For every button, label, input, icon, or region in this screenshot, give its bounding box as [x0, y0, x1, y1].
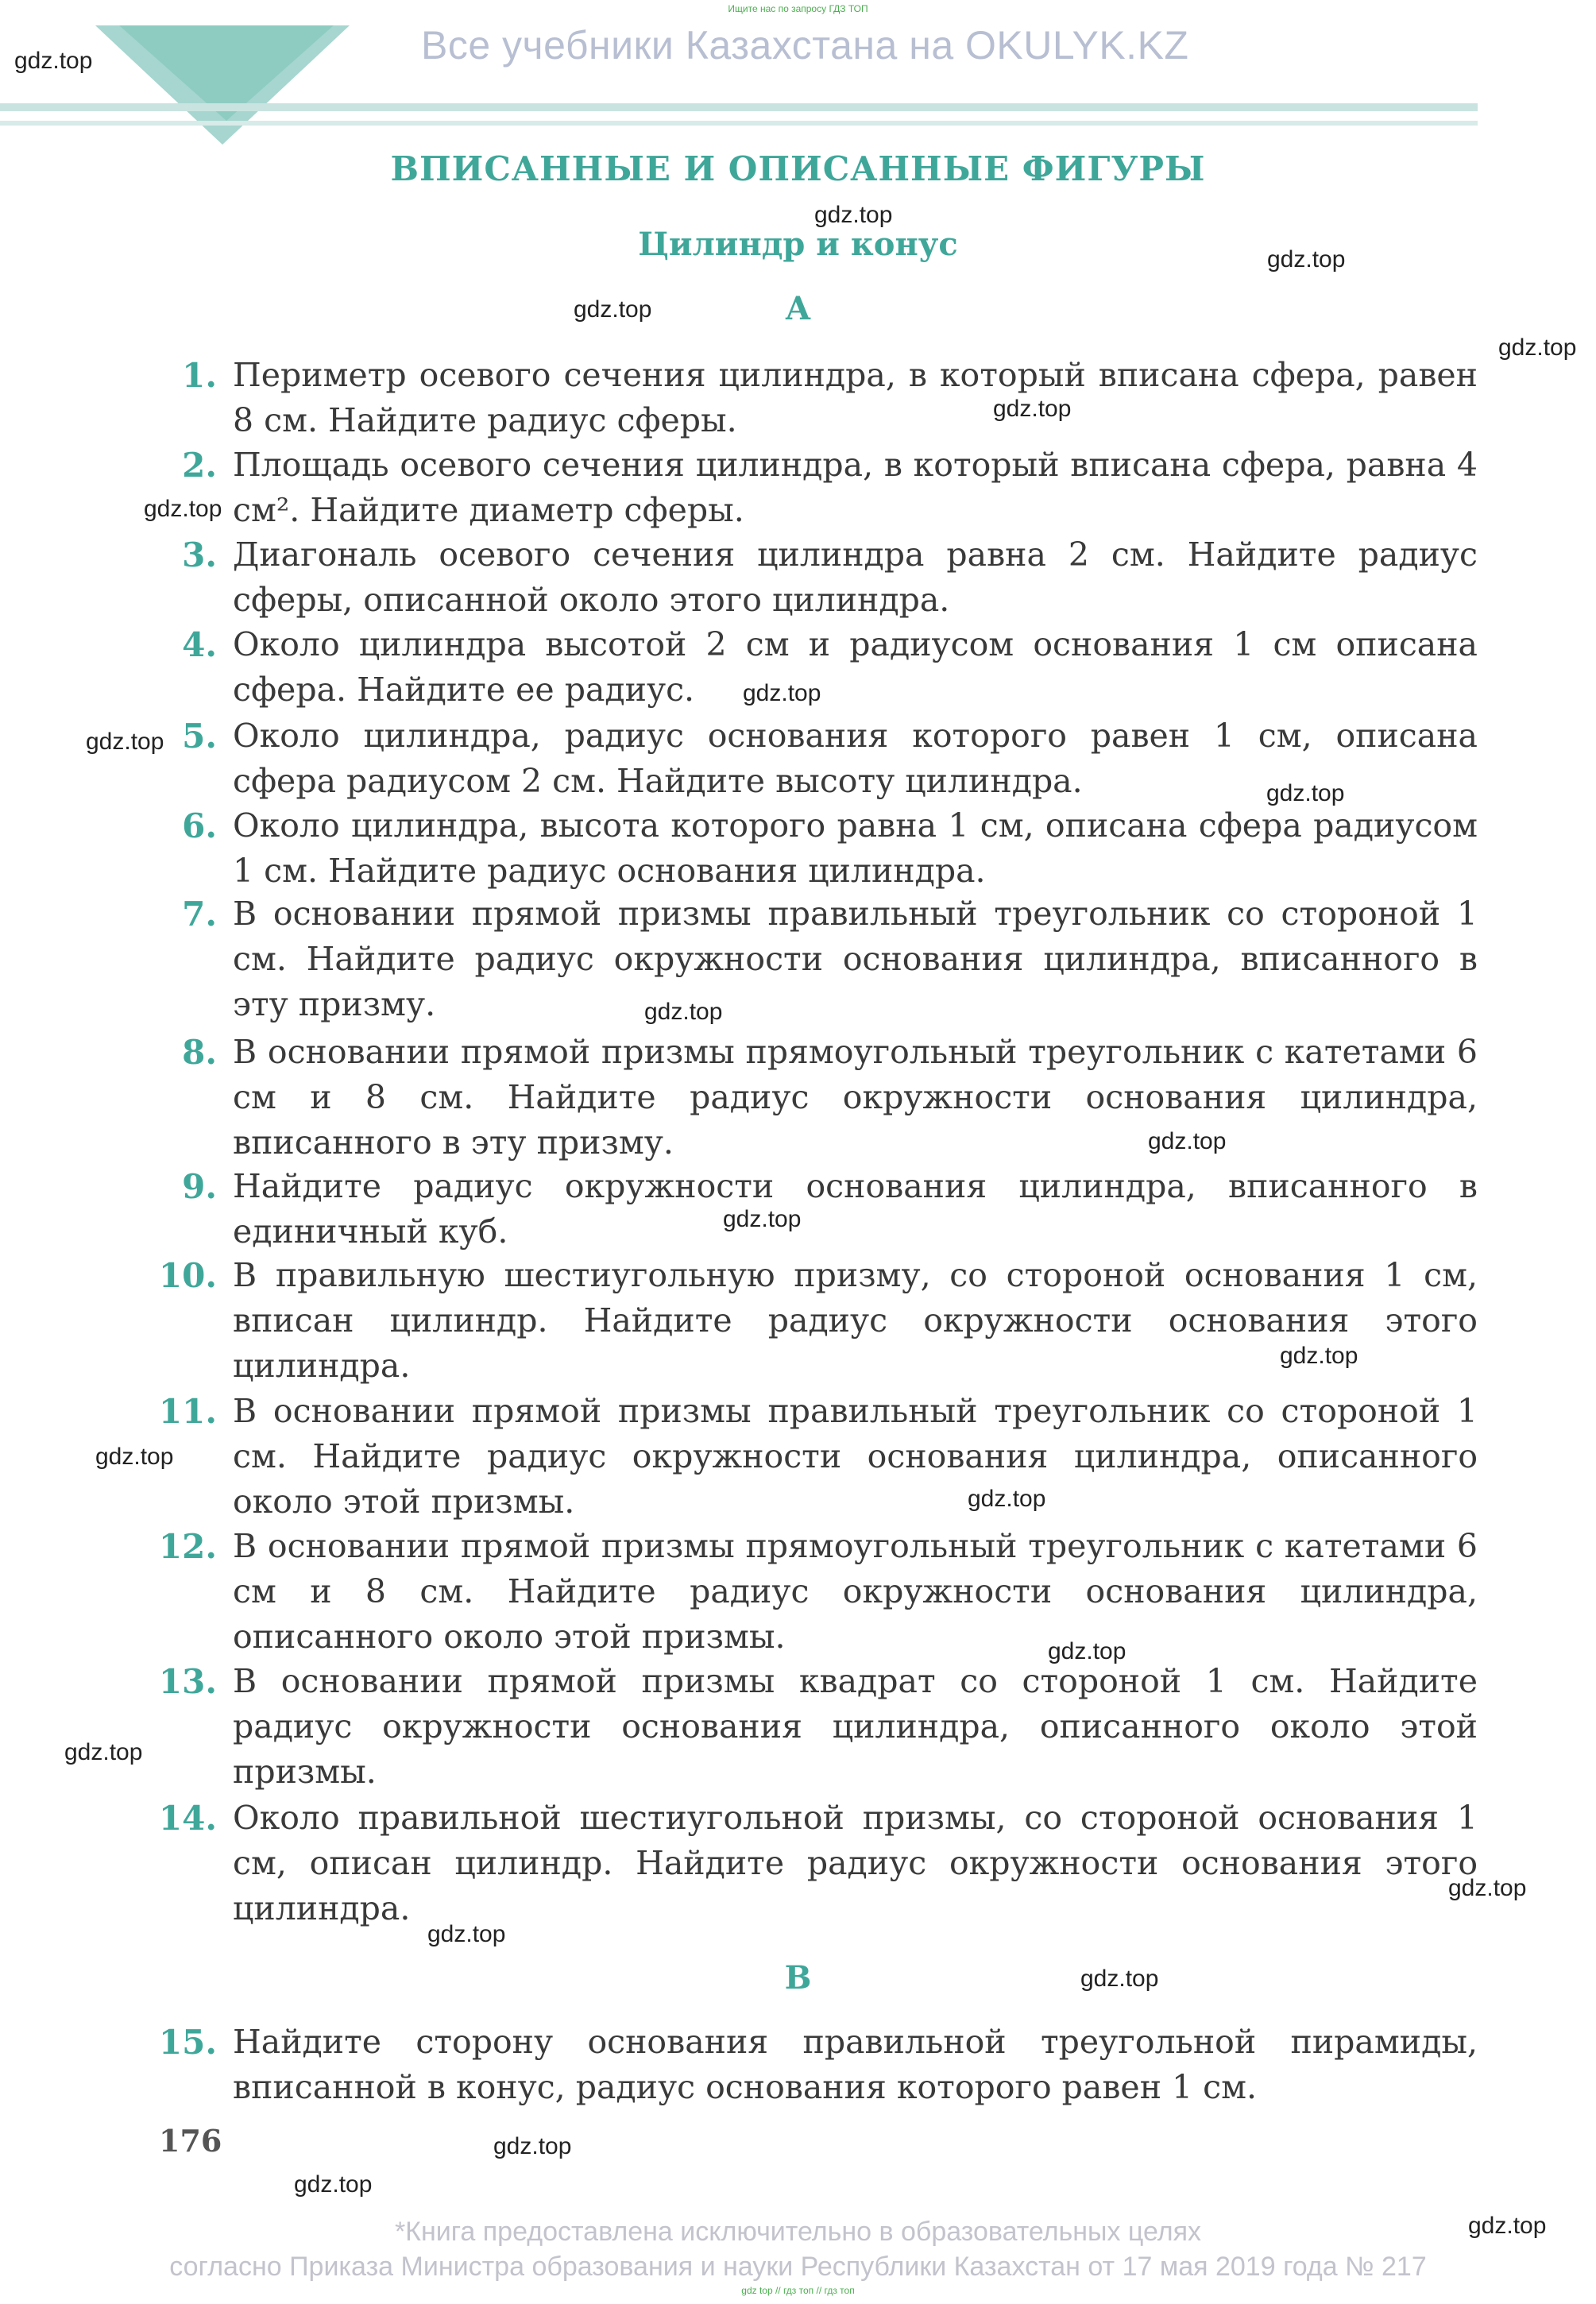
footer-line-2: согласно Приказа Министра образования и науки Республики Казахстан от 17 мая 2019 года № 217	[169, 2252, 1427, 2282]
problem-text: Площадь осевого сечения цилиндра, в который вписана сфера, равна 4 см². Найдите диаметр сферы.	[233, 446, 1478, 529]
watermark: gdz.top	[1266, 780, 1345, 806]
problem-text: Около правильной шестиугольной призмы, со стороной основания 1 см, описан цилиндр. Найдите радиус окружности основания этого цилиндра.	[233, 1799, 1478, 1927]
problem-number: 13.	[158, 1662, 217, 1701]
page-number: 176	[159, 2123, 222, 2159]
problem-number: 15.	[158, 2023, 217, 2062]
page-title: ВПИСАННЫЕ И ОПИСАННЫЕ ФИГУРЫ	[390, 149, 1206, 188]
watermark: gdz.top	[86, 729, 164, 755]
problem-number: 8.	[182, 1033, 217, 1072]
watermark: gdz.top	[1267, 246, 1346, 273]
problem-text: В основании прямой призмы прямоугольный треугольник с катетами 6 см и 8 см. Найдите радиус окружности основания цилиндра, вписанного в эту призму.	[233, 1033, 1478, 1162]
problem-text: Около цилиндра, радиус основания которого равен 1 см, описана сфера радиусом 2 см. Найдите высоту цилиндра.	[233, 717, 1478, 800]
problem-text: Диагональ осевого сечения цилиндра равна 2 см. Найдите радиус сферы, описанной около этого цилиндра.	[233, 535, 1478, 619]
watermark: gdz.top	[1498, 334, 1577, 361]
watermark: gdz.top	[1468, 2213, 1547, 2239]
problem-text: Найдите сторону основания правильной треугольной пирамиды, вписанной в конус, радиус основания которого равен 1 см.	[233, 2023, 1478, 2106]
problem-number: 12.	[158, 1527, 217, 1566]
problem-number: 2.	[182, 446, 217, 485]
footer-small: gdz top // гдз топ // гдз топ	[741, 2285, 855, 2296]
site-banner[interactable]: Все учебники Казахстана на OKULYK.KZ	[421, 23, 1189, 68]
problem-text: В основании прямой призмы правильный треугольник со стороной 1 см. Найдите радиус окружности основания цилиндра, описанного около этой призмы.	[233, 1392, 1478, 1521]
header-stripe-thin	[0, 121, 1478, 126]
watermark: gdz.top	[723, 1206, 802, 1232]
watermark: gdz.top	[427, 1921, 506, 1947]
watermark: gdz.top	[993, 396, 1072, 422]
problem-text: Около цилиндра высотой 2 см и радиусом основания 1 см описана сфера. Найдите ее радиус.	[233, 625, 1478, 709]
watermark: gdz.top	[493, 2133, 572, 2159]
watermark: gdz.top	[1280, 1343, 1358, 1369]
problem-number: 4.	[182, 625, 217, 664]
problem-number: 10.	[158, 1256, 217, 1295]
section-b-heading: B	[784, 1959, 812, 1997]
problem-text: В основании прямой призмы квадрат со стороной 1 см. Найдите радиус окружности основания цилиндра, описанного около этой призмы.	[233, 1662, 1478, 1791]
problem-text: Найдите радиус окружности основания цилиндра, вписанного в единичный куб.	[233, 1167, 1478, 1251]
watermark: gdz.top	[64, 1739, 143, 1765]
footer-line-1: *Книга предоставлена исключительно в образовательных целях	[394, 2217, 1202, 2247]
problem-number: 3.	[182, 535, 217, 574]
watermark: gdz.top	[1448, 1875, 1527, 1901]
problem-text: В правильную шестиугольную призму, со стороной основания 1 см, вписан цилиндр. Найдите радиус окружности основания этого цилиндра.	[233, 1256, 1478, 1385]
problem-number: 14.	[158, 1799, 217, 1838]
watermark: gdz.top	[968, 1486, 1046, 1512]
problem-text: Около цилиндра, высота которого равна 1 см, описана сфера радиусом 1 см. Найдите радиус основания цилиндра.	[233, 806, 1478, 890]
top-hint: Ищите нас по запросу ГДЗ ТОП	[728, 3, 868, 14]
watermark: gdz.top	[294, 2171, 373, 2198]
header-decoration	[0, 25, 373, 153]
problem-number: 6.	[182, 806, 217, 845]
watermark: gdz.top	[1080, 1966, 1159, 1992]
problem-text: Периметр осевого сечения цилиндра, в который вписана сфера, равен 8 см. Найдите радиус сферы.	[233, 356, 1478, 439]
problem-number: 11.	[158, 1392, 217, 1431]
watermark: gdz.top	[95, 1444, 174, 1470]
problem-number: 5.	[182, 717, 217, 756]
problem-number: 1.	[182, 356, 217, 395]
watermark: gdz.top	[574, 296, 652, 323]
watermark: gdz.top	[644, 999, 723, 1025]
problem-number: 9.	[182, 1167, 217, 1206]
header-stripe	[0, 103, 1478, 111]
watermark: gdz.top	[1148, 1128, 1227, 1154]
page-subtitle: Цилиндр и конус	[638, 226, 958, 263]
section-a-heading: A	[785, 290, 811, 327]
problem-number: 7.	[182, 895, 217, 934]
watermark: gdz.top	[743, 680, 821, 706]
watermark: gdz.top	[14, 48, 93, 74]
watermark: gdz.top	[1048, 1638, 1126, 1664]
problem-text: В основании прямой призмы прямоугольный треугольник с катетами 6 см и 8 см. Найдите радиус окружности основания цилиндра, описанного около этой призмы.	[233, 1527, 1478, 1656]
problem-text: В основании прямой призмы правильный треугольник со стороной 1 см. Найдите радиус окружности основания цилиндра, вписанного в эту призму.	[233, 895, 1478, 1023]
watermark: gdz.top	[814, 202, 893, 228]
watermark: gdz.top	[144, 496, 222, 522]
